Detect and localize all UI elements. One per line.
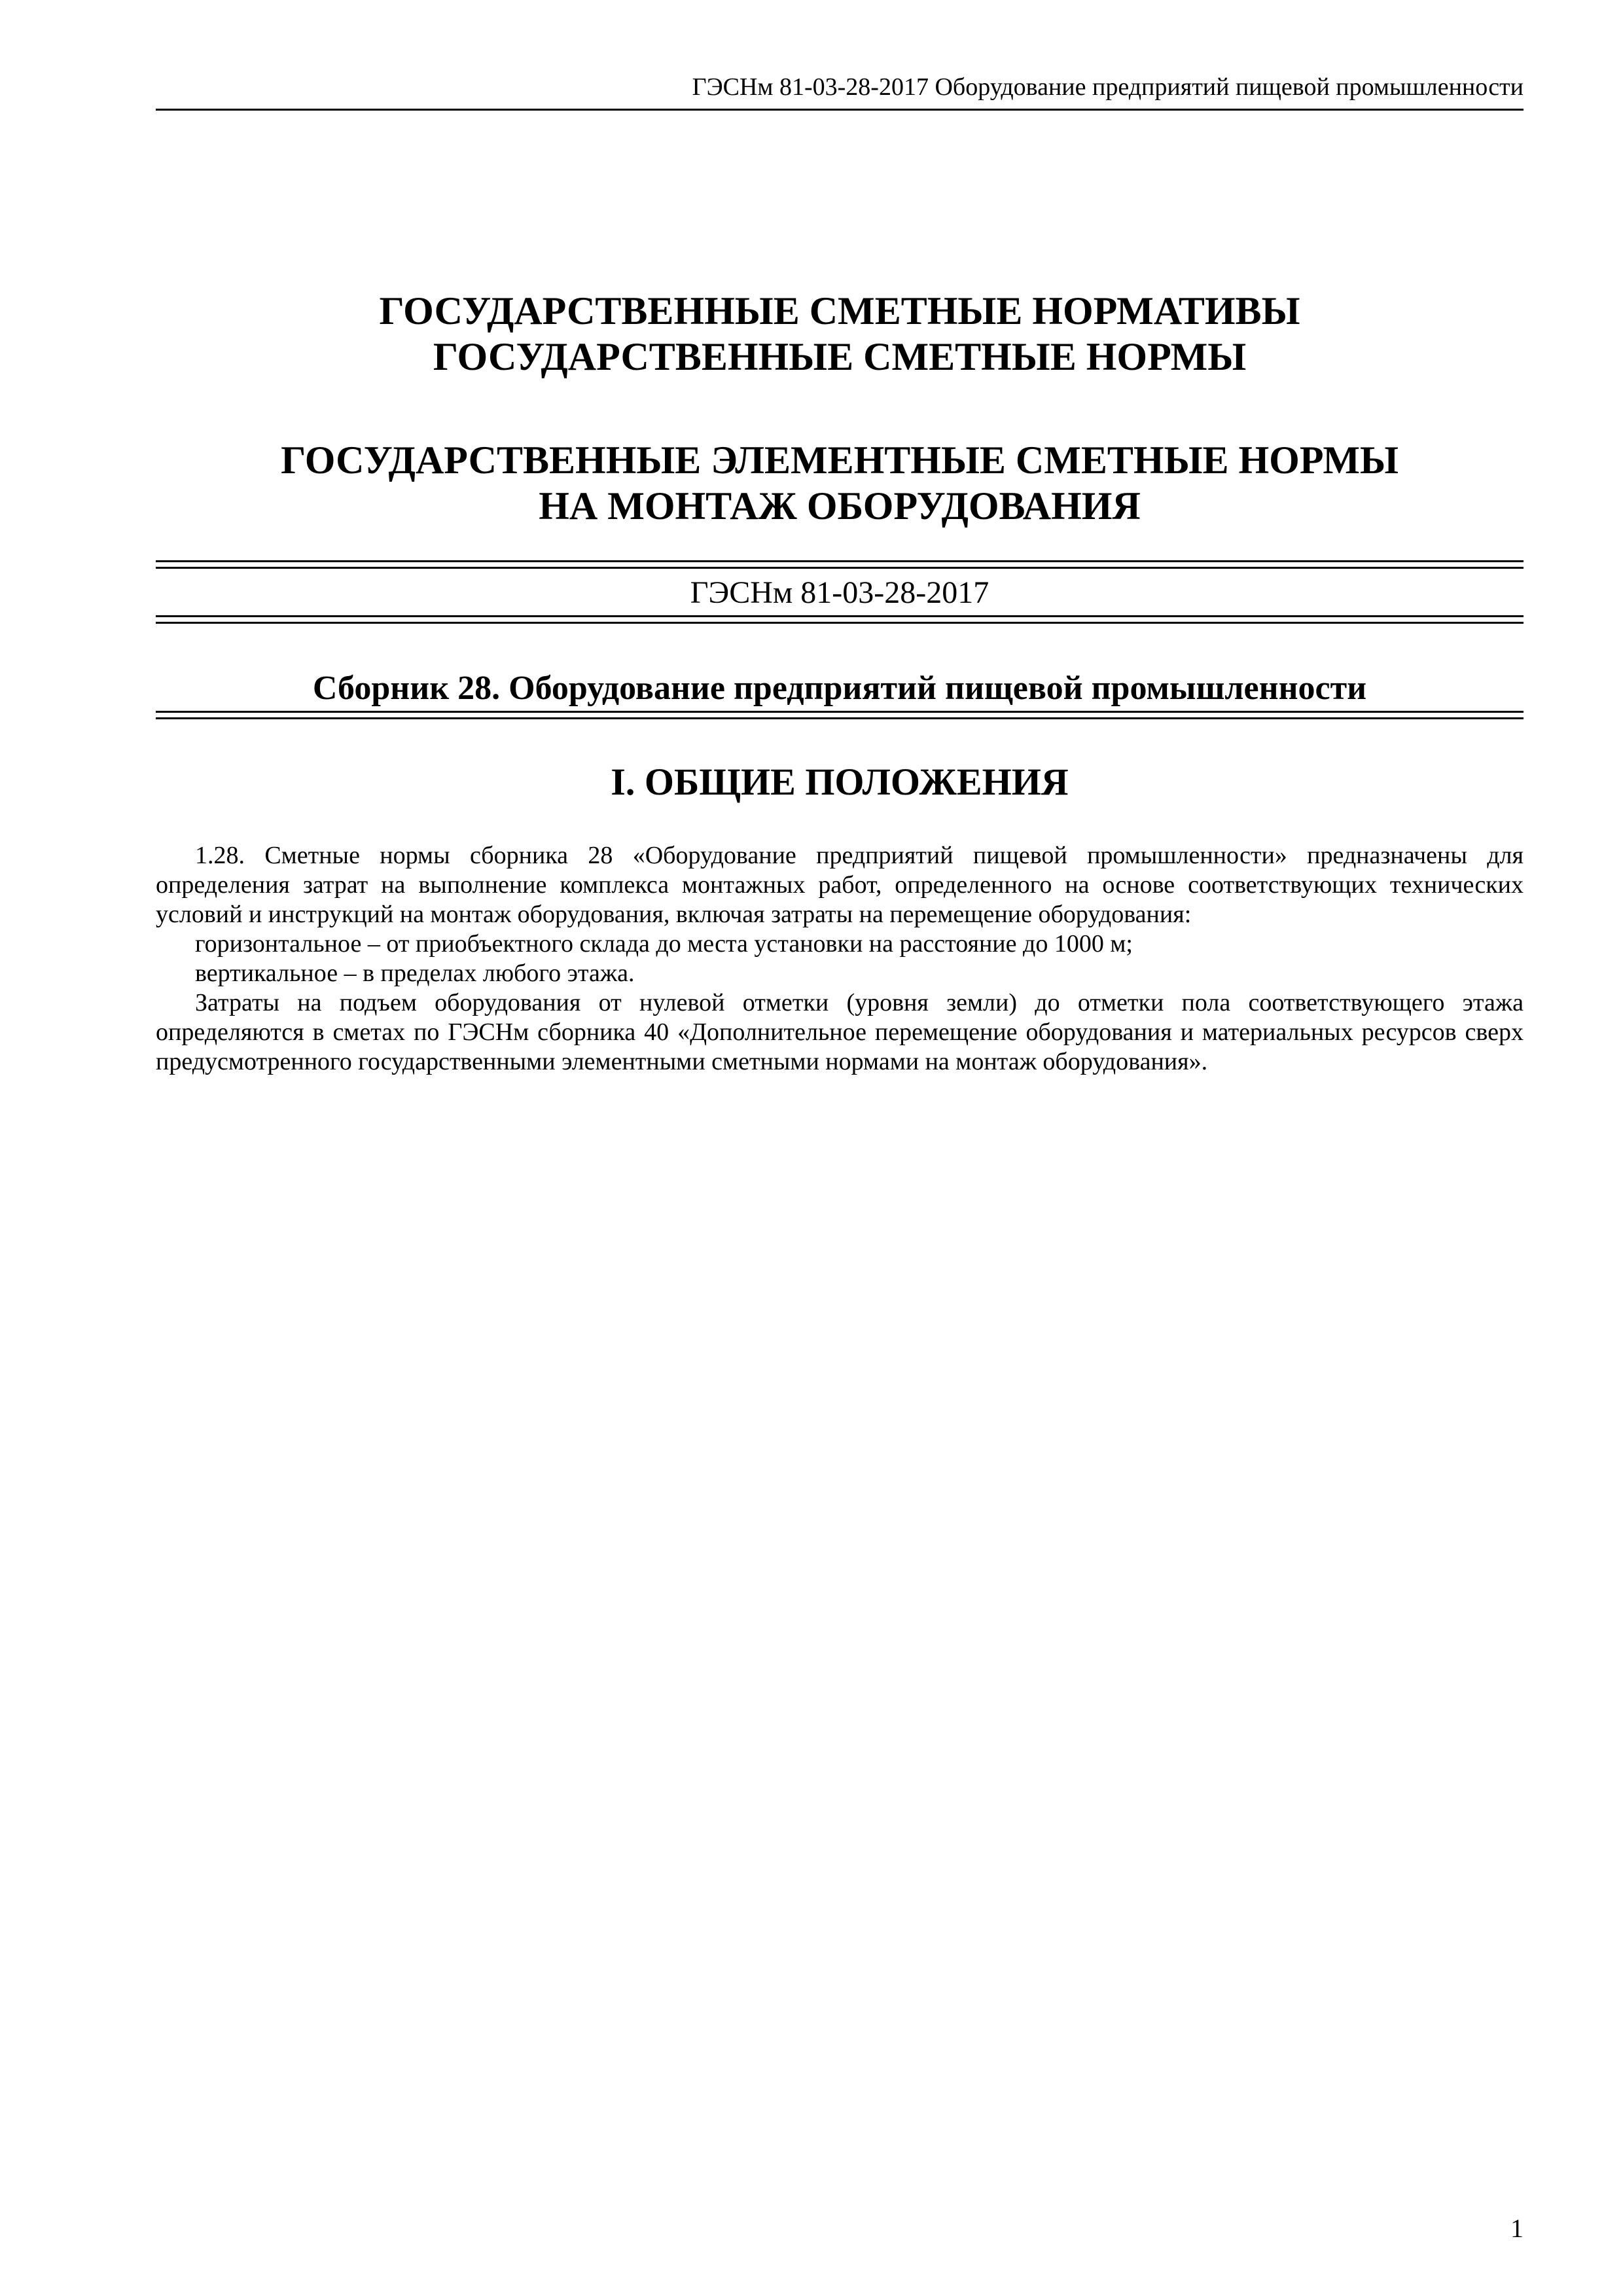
- code-rule-top: [156, 560, 1524, 569]
- title-line-1: ГОСУДАРСТВЕННЫЕ СМЕТНЫЕ НОРМАТИВЫ: [379, 289, 1300, 332]
- paragraph: 1.28. Сметные нормы сборника 28 «Оборудование предприятий пищевой промышленности» предназначены для определения затрат на выполнение комплекса монтажных работ, определенного на основе соответствующих технических условий и инструкций на монтаж оборудования, включая затраты на перемещение оборудования:: [156, 842, 1524, 928]
- collection-rule: [156, 711, 1524, 719]
- document-title: [156, 288, 1524, 380]
- title-line-4: НА МОНТАЖ ОБОРУДОВАНИЯ: [539, 484, 1141, 528]
- paragraph: Затраты на подъем оборудования от нулевой отметки (уровня земли) до отметки пола соответствующего этажа определяются в сметах по ГЭСНм сборника 40 «Дополнительное перемещение оборудования и материальных ресурсов сверх предусмотренного государственными элементными сметными нормами на монтаж оборудования».: [156, 989, 1524, 1075]
- title-line-2: ГОСУДАРСТВЕННЫЕ СМЕТНЫЕ НОРМЫ: [433, 335, 1247, 378]
- title-line-3: ГОСУДАРСТВЕННЫЕ ЭЛЕМЕНТНЫЕ СМЕТНЫЕ НОРМЫ: [281, 439, 1399, 482]
- page-number: 1: [1510, 2214, 1524, 2243]
- section-title: I. ОБЩИЕ ПОЛОЖЕНИЯ: [611, 761, 1069, 803]
- code-rule-bottom: [156, 615, 1524, 624]
- paragraph: горизонтальное – от приобъектного склада до места установки на расстояние до 1000 м;: [195, 930, 1133, 958]
- collection-title: Сборник 28. Оборудование предприятий пищевой промышленности: [312, 670, 1367, 707]
- document-subtitle: [156, 437, 1524, 529]
- standard-code: ГЭСНм 81-03-28-2017: [690, 575, 990, 610]
- header-rule: [156, 109, 1524, 111]
- body-text: [156, 841, 1524, 1077]
- running-header: ГЭСНм 81-03-28-2017 Оборудование предприятий пищевой промышленности: [692, 73, 1524, 101]
- paragraph: вертикальное – в пределах любого этажа.: [195, 960, 635, 987]
